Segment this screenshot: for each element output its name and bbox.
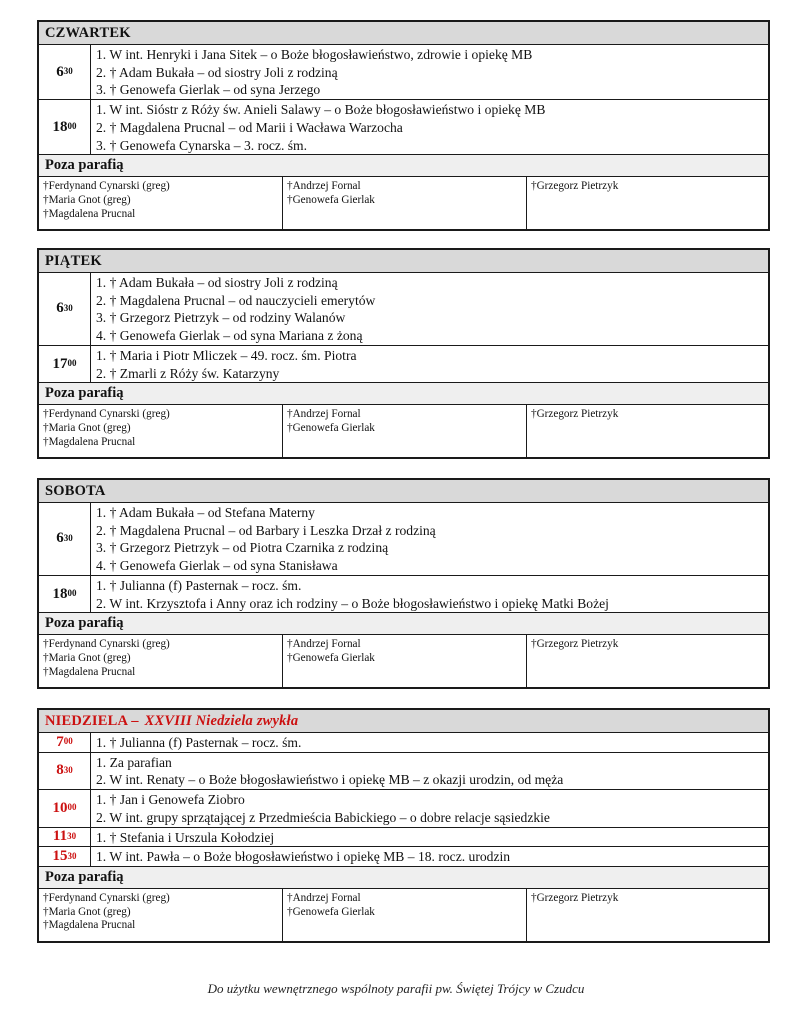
deceased-name: †Magdalena Prucnal	[43, 665, 136, 678]
deceased-name: †Ferdynand Cynarski (greg)	[43, 891, 170, 904]
mass-time	[39, 733, 91, 752]
deceased-name: †Genowefa Gierlak	[287, 421, 375, 434]
mass-row	[39, 828, 768, 848]
mass-time	[39, 100, 91, 154]
poza-parafia-column	[283, 889, 527, 941]
intention-item: 1. W int. Pawła – o Boże błogosławieństwo i opiekę MB – 18. rocz. urodzin	[96, 849, 511, 865]
mass-minutes: 30	[63, 532, 73, 543]
poza-parafia-column	[527, 405, 768, 457]
mass-minutes: 30	[63, 302, 73, 313]
day-name: PIĄTEK	[45, 253, 102, 269]
mass-time	[39, 346, 91, 382]
poza-parafia-header: Poza parafią	[39, 155, 768, 177]
mass-row	[39, 503, 768, 576]
mass-hour: 11	[52, 828, 68, 845]
mass-time	[39, 847, 91, 866]
footer-note: Do użytku wewnętrznego wspólnoty parafii pw. Świętej Trójcy w Czudcu	[207, 981, 585, 996]
mass-hour: 6	[56, 63, 64, 80]
intention-list	[91, 733, 768, 752]
deceased-name: †Andrzej Fornal	[287, 638, 361, 651]
intention-item: 2. † Adam Bukała – od siostry Joli z rodziną	[96, 64, 338, 80]
mass-time	[39, 828, 91, 847]
mass-minutes: 30	[63, 764, 73, 775]
day-header	[39, 250, 768, 273]
intention-list	[91, 847, 768, 866]
deceased-name: †Genowefa Gierlak	[287, 193, 375, 206]
intention-item: 2. † Magdalena Prucnal – od nauczycieli emerytów	[96, 292, 376, 308]
intention-item: 1. Za parafian	[96, 754, 172, 770]
mass-time	[39, 45, 91, 99]
intention-item: 3. † Genowefa Cynarska – 3. rocz. śm.	[96, 137, 308, 153]
deceased-name: †Grzegorz Pietrzyk	[531, 891, 619, 904]
mass-row	[39, 576, 768, 613]
poza-parafia-column	[527, 635, 768, 687]
deceased-name: †Grzegorz Pietrzyk	[531, 408, 619, 421]
poza-parafia-header: Poza parafią	[39, 867, 768, 889]
poza-parafia-column	[283, 635, 527, 687]
intention-item: 3. † Grzegorz Pietrzyk – od rodziny Walanów	[96, 310, 346, 326]
intention-item: 1. † Jan i Genowefa Ziobro	[96, 792, 245, 808]
mass-row	[39, 753, 768, 790]
poza-parafia-column	[527, 889, 768, 941]
day-header	[39, 480, 768, 503]
deceased-name: †Maria Gnot (greg)	[43, 421, 131, 434]
poza-parafia-grid	[39, 635, 768, 687]
intention-item: 2. W int. Krzysztofa i Anny oraz ich rodziny – o Boże błogosławieństwo i opiekę Matki Bożej	[96, 595, 609, 611]
mass-time	[39, 753, 91, 789]
deceased-name: †Grzegorz Pietrzyk	[531, 180, 619, 193]
mass-time	[39, 790, 91, 826]
intention-list	[91, 790, 768, 826]
intention-item: 1. † Julianna (f) Pasternak – rocz. śm.	[96, 735, 302, 750]
mass-hour: 7	[56, 733, 64, 750]
intention-item: 4. † Genowefa Gierlak – od syna Stanisława	[96, 558, 338, 574]
intention-list	[91, 753, 768, 789]
intention-item: 1. † Adam Bukała – od Stefana Materny	[96, 505, 315, 520]
mass-hour: 18	[52, 118, 68, 135]
deceased-name: †Maria Gnot (greg)	[43, 651, 131, 664]
deceased-name: †Ferdynand Cynarski (greg)	[43, 408, 170, 421]
day-header	[39, 22, 768, 45]
day-name: NIEDZIELA –	[45, 713, 139, 729]
poza-parafia-column	[39, 635, 283, 687]
poza-parafia-column	[527, 177, 768, 229]
deceased-name: †Andrzej Fornal	[287, 180, 361, 193]
mass-row	[39, 790, 768, 827]
mass-minutes: 30	[67, 850, 77, 861]
mass-minutes: 00	[67, 121, 77, 132]
mass-row	[39, 733, 768, 753]
mass-hour: 17	[52, 355, 68, 372]
mass-time	[39, 273, 91, 345]
poza-parafia-column	[283, 177, 527, 229]
deceased-name: †Magdalena Prucnal	[43, 207, 136, 220]
intention-item: 2. † Zmarli z Róży św. Katarzyny	[96, 365, 280, 381]
poza-parafia-grid	[39, 889, 768, 941]
intention-list	[91, 503, 768, 575]
intention-item: 2. W int. Renaty – o Boże błogosławieństwo i opiekę MB – z okazji urodzin, od męża	[96, 772, 564, 788]
intention-item: 3. † Genowefa Gierlak – od syna Jerzego	[96, 82, 321, 98]
poza-parafia-header: Poza parafią	[39, 383, 768, 405]
day-subtitle: XXVIII Niedziela zwykła	[144, 713, 299, 729]
mass-hour: 8	[56, 762, 64, 779]
mass-minutes: 00	[67, 588, 77, 599]
deceased-name: †Andrzej Fornal	[287, 891, 361, 904]
mass-time	[39, 576, 91, 612]
deceased-name: †Maria Gnot (greg)	[43, 193, 131, 206]
mass-hour: 6	[56, 300, 64, 317]
deceased-name: †Ferdynand Cynarski (greg)	[43, 180, 170, 193]
mass-row	[39, 847, 768, 867]
deceased-name: †Magdalena Prucnal	[43, 435, 136, 448]
day-section-sobota	[37, 478, 770, 689]
intention-list	[91, 828, 768, 847]
mass-row	[39, 346, 768, 383]
day-section-niedziela	[37, 708, 770, 943]
mass-hour: 10	[52, 799, 68, 816]
day-name: CZWARTEK	[45, 25, 131, 41]
deceased-name: †Ferdynand Cynarski (greg)	[43, 638, 170, 651]
poza-parafia-column	[39, 889, 283, 941]
deceased-name: †Andrzej Fornal	[287, 408, 361, 421]
mass-minutes: 30	[67, 830, 77, 841]
day-name: SOBOTA	[45, 483, 106, 499]
intention-item: 4. † Genowefa Gierlak – od syna Mariana z żoną	[96, 328, 363, 344]
day-section-czwartek	[37, 20, 770, 231]
mass-hour: 18	[52, 585, 68, 602]
poza-parafia-header: Poza parafią	[39, 613, 768, 635]
intention-item: 2. † Magdalena Prucnal – od Marii i Wacława Warzocha	[96, 119, 403, 135]
mass-row	[39, 100, 768, 155]
intention-item: 1. W int. Henryki i Jana Sitek – o Boże błogosławieństwo, zdrowie i opiekę MB	[96, 47, 533, 62]
mass-hour: 6	[56, 530, 64, 547]
mass-row	[39, 45, 768, 100]
deceased-name: †Grzegorz Pietrzyk	[531, 638, 619, 651]
intention-list	[91, 45, 768, 99]
mass-hour: 15	[52, 848, 68, 865]
intention-item: 1. † Adam Bukała – od siostry Joli z rodziną	[96, 275, 338, 290]
mass-time	[39, 503, 91, 575]
day-header	[39, 710, 768, 733]
mass-row	[39, 273, 768, 346]
mass-minutes: 00	[67, 358, 77, 369]
intention-list	[91, 273, 768, 345]
intention-item: 2. W int. grupy sprzątającej z Przedmieścia Babickiego – o dobre relacje sąsiedzkie	[96, 809, 550, 825]
deceased-name: †Magdalena Prucnal	[43, 919, 136, 932]
poza-parafia-grid	[39, 177, 768, 229]
intention-item: 3. † Grzegorz Pietrzyk – od Piotra Czarnika z rodziną	[96, 540, 389, 556]
intention-item: 1. † Maria i Piotr Mliczek – 49. rocz. śm. Piotra	[96, 347, 357, 363]
poza-parafia-column	[39, 177, 283, 229]
mass-minutes: 00	[63, 736, 73, 747]
intention-list	[91, 100, 768, 154]
intention-item: 1. † Julianna (f) Pasternak – rocz. śm.	[96, 577, 302, 593]
deceased-name: †Maria Gnot (greg)	[43, 905, 131, 918]
poza-parafia-column	[283, 405, 527, 457]
deceased-name: †Genowefa Gierlak	[287, 905, 375, 918]
intention-list	[91, 346, 768, 382]
intention-list	[91, 576, 768, 612]
intention-item: 1. † Stefania i Urszula Kołodziej	[96, 829, 275, 845]
poza-parafia-column	[39, 405, 283, 457]
intention-item: 1. W int. Sióstr z Róży św. Anieli Salawy – o Boże błogosławieństwo i opiekę MB	[96, 102, 546, 118]
intention-item: 2. † Magdalena Prucnal – od Barbary i Leszka Drzał z rodziną	[96, 522, 436, 538]
deceased-name: †Genowefa Gierlak	[287, 651, 375, 664]
poza-parafia-grid	[39, 405, 768, 457]
mass-minutes: 30	[63, 66, 73, 77]
mass-minutes: 00	[67, 802, 77, 813]
day-section-piatek	[37, 248, 770, 459]
